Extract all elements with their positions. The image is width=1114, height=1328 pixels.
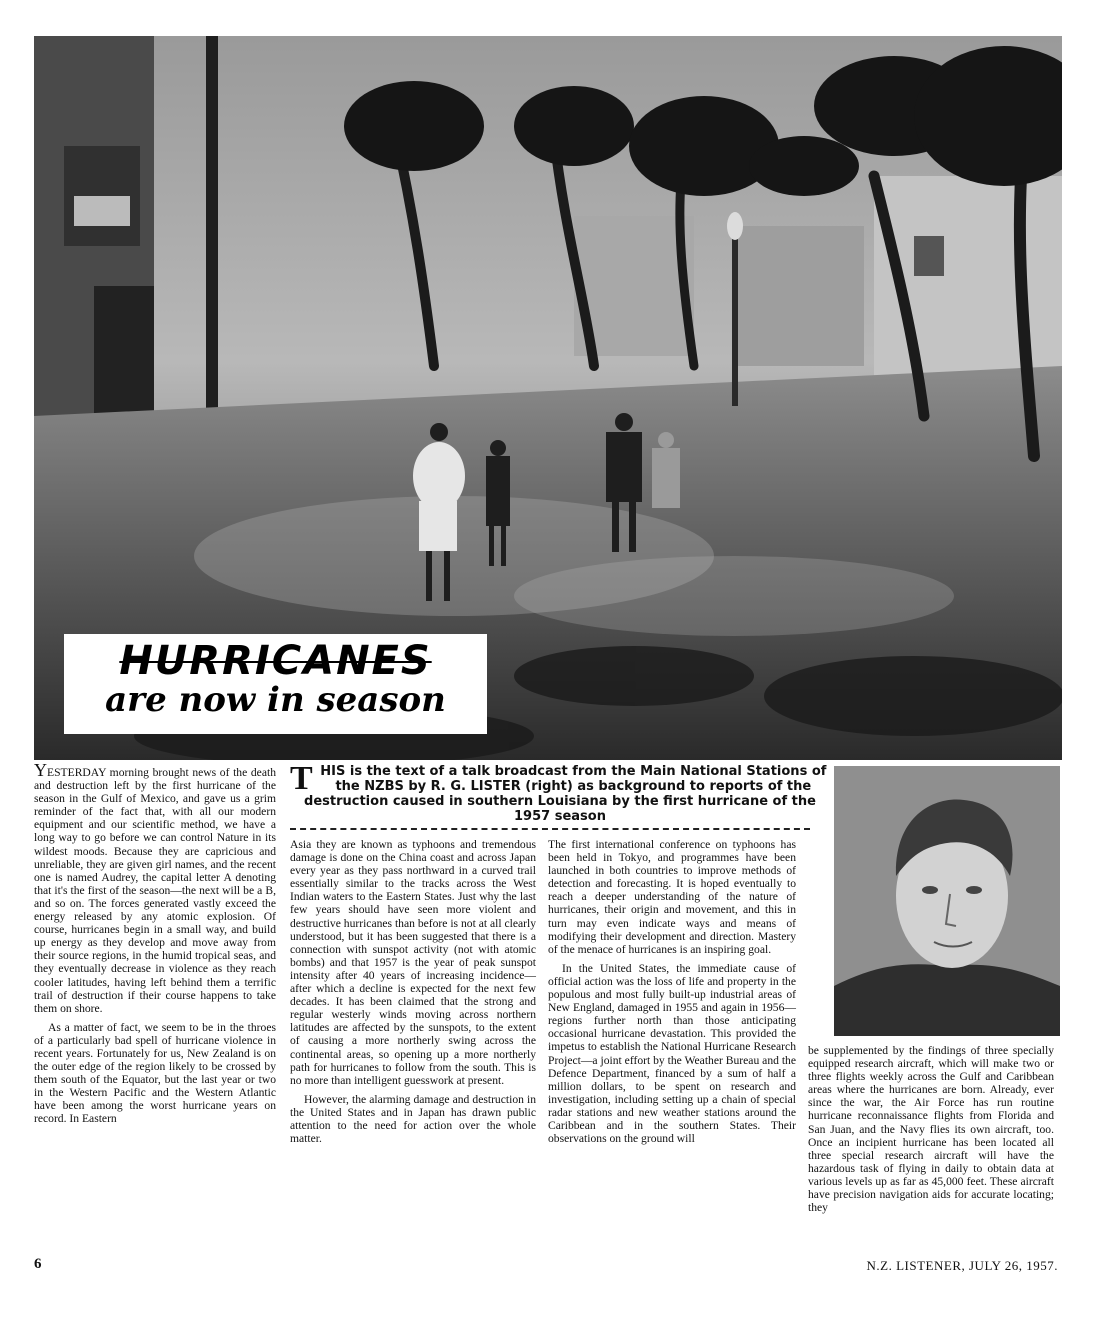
column-1-paragraph-1: YESTERDAY morning brought news of the death and destruction left by the first hurricane of the season in the Gulf of Mexico, and gave us a grim reminder of the fact that, with all our modern equipment and our scientific method, we have a long way to go before we can control Nature in its wildest moods. Because they are capricious and unreliable, they are given girl names, and the recent one is named Audrey, the capital letter A denoting that it's the first of the season—the next will be a B, and so on. The forces generated vastly exceed the energy released by any atomic explosion. Of course, hurricanes begin in a small way, and build up energy as they develop and move away from their source regions, in the humid tropical seas, and they eventually decrease in violence as they reach cooler latitudes, having left behind them a terrific trail of destruction if their course happens to take them on shore. — [34, 760, 276, 1015]
author-portrait-image — [834, 766, 1060, 1036]
article-column-3 — [548, 838, 796, 1151]
article-dropcap: Y — [34, 760, 47, 780]
article-column-2 — [290, 838, 536, 1151]
intro-divider — [290, 828, 810, 830]
page-number: 6 — [34, 1256, 42, 1272]
article-column-4 — [808, 1044, 1054, 1220]
intro-dropcap: T — [290, 760, 313, 797]
column-3-paragraph-1: The first international conference on typhoons has been held in Tokyo, and programmes have been launched in both countries to improve methods of detection and forecasting. It is hoped eventually to reach a deeper understanding of the nature of hurricanes, their origin and movement, and this in turn may even indicate ways and means of modifying their development and direction. Mastery of the menace of hurricanes is an inspiring goal. — [548, 838, 796, 956]
headline-title: HURRICANES — [119, 638, 432, 684]
article-column-1 — [34, 760, 276, 1132]
folio-line: N.Z. LISTENER, JULY 26, 1957. — [866, 1258, 1058, 1273]
column-3-paragraph-2: In the United States, the immediate cause of official action was the loss of life and property in the populous and most fully built-up industrial areas of New England, damaged in 1955 and again in 1956—regions further north than those anticipating occasional hurricane devastation. This provided the impetus to establish the National Hurricane Research Project—a joint effort by the Weather Bureau and the Defence Department, financed by a sum of half a million dollars, to be spent on research and investigation, including setting up a chain of special radar stations and new weather stations around the Caribbean and in the southern States. Their observations on the ground will — [548, 961, 796, 1146]
author-portrait — [834, 766, 1060, 1036]
column-1-paragraph-2: As a matter of fact, we seem to be in the throes of a particularly bad spell of hurricane violence in recent years. Fortunately for us, New Zealand is on the outer edge of the region likely to be crossed by them south of the Equator, but the last year or two in the Western Pacific and the Western Atlantic have been among the worst hurricane years on record. In Eastern — [34, 1020, 276, 1126]
column-2-paragraph-2: However, the alarming damage and destruction in the United States and in Japan has drawn public attention to the need for action over the whole matter. — [290, 1092, 536, 1146]
headline-subtitle: are now in season — [105, 680, 446, 720]
intro-blurb — [290, 760, 830, 824]
column-4-paragraph-1: be supplemented by the findings of three specially equipped research aircraft, which will make two or three flights weekly across the Gulf and Caribbean areas where the hurricanes are born. Already, ever since the war, the Air Force has run routine hurricane reconnaissance flights from Florida and San Juan, and the Navy flies its own aircraft, too. Once an incipient hurricane has been located all three special research aircraft will have the hazardous task of flying in daily to obtain data at various levels up as far as 45,000 feet. These aircraft have precision navigation aids for accurate locating; they — [808, 1044, 1054, 1215]
column-2-paragraph-1: Asia they are known as typhoons and tremendous damage is done on the China coast and across Japan every year as they pass northward in a curved trail essentially similar to the tracks across the West Indian waters to the Eastern States. Just why the last few years should have seen more violent and destructive hurricanes than before is not at all clearly understood, but it has been suggested that there is a connection with sunspot activity (not with atomic bombs) and that 1957 is the year of peak sunspot intensity after 40 years of increasing incidence—after which a decline is expected for the next few decades. It has been claimed that the strong and regular westerly winds moving across northern latitudes are affected by the sunspots, to the extent of causing a more northerly swing across the continental areas, so opening up a more northerly path for hurricanes to follow from the south. This is no more than intelligent guesswork at present. — [290, 838, 536, 1087]
headline-box — [64, 634, 487, 734]
intro-text: HIS is the text of a talk broadcast from the Main National Stations of the NZBS by R. G. LISTER (right) as background to reports of the destruction caused in southern Louisiana by the first hurricane of the 1957 season — [304, 764, 827, 824]
